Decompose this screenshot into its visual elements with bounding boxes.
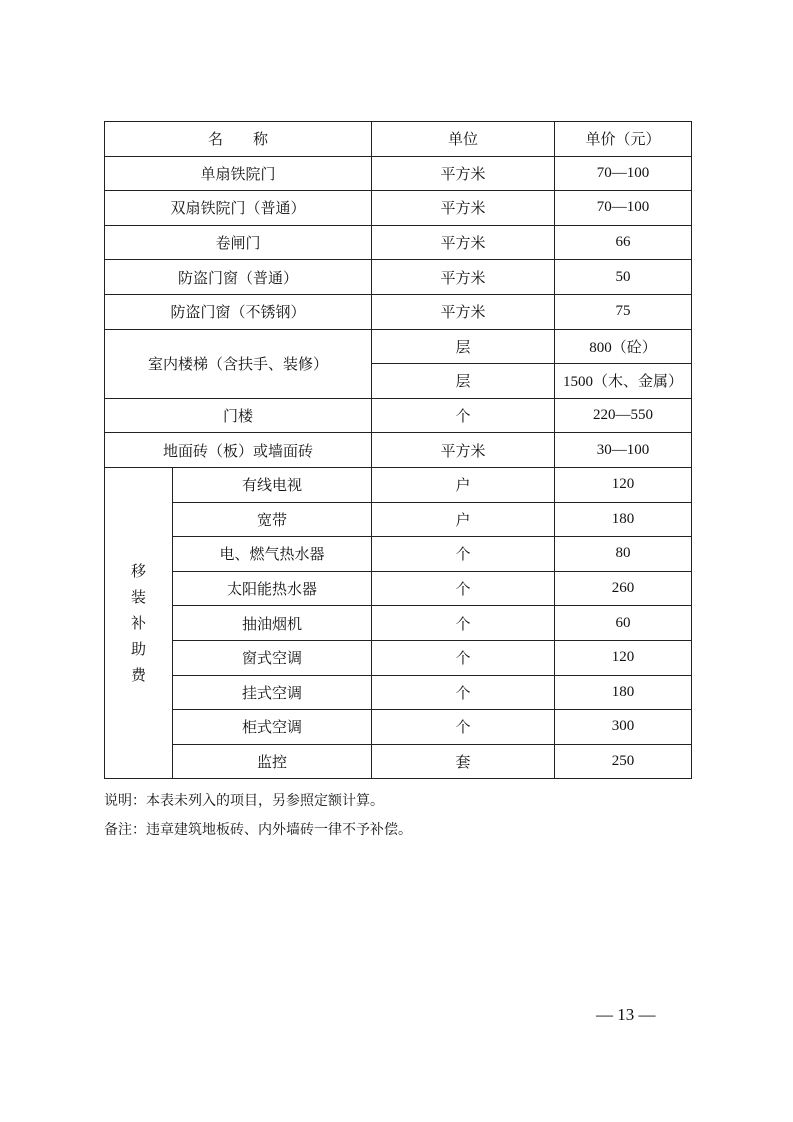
item-price: 250 — [555, 744, 692, 779]
item-price: 180 — [555, 675, 692, 710]
label-char: 助 — [130, 640, 146, 659]
label-char: 补 — [130, 614, 146, 633]
item-name: 防盗门窗（普通） — [105, 260, 372, 295]
stairs-price-concrete: 800（砼） — [555, 329, 692, 364]
item-name: 窗式空调 — [173, 640, 372, 675]
item-unit: 个 — [372, 640, 555, 675]
header-price: 单价（元） — [555, 122, 692, 157]
item-price: 70—100 — [555, 191, 692, 226]
table-row — [105, 294, 692, 329]
table-row — [105, 640, 692, 675]
label-char: 装 — [130, 588, 146, 607]
item-price: 260 — [555, 571, 692, 606]
item-price: 120 — [555, 640, 692, 675]
table-row — [105, 744, 692, 779]
item-unit: 户 — [372, 467, 555, 502]
stairs-price-wood-metal: 1500（木、金属） — [555, 364, 692, 399]
item-price: 220—550 — [555, 398, 692, 433]
item-unit: 平方米 — [372, 156, 555, 191]
item-unit: 个 — [372, 571, 555, 606]
item-name: 抽油烟机 — [173, 606, 372, 641]
table-row — [105, 537, 692, 572]
item-name: 有线电视 — [173, 467, 372, 502]
header-unit: 单位 — [372, 122, 555, 157]
stairs-unit-wood-metal: 层 — [372, 364, 555, 399]
item-unit: 平方米 — [372, 260, 555, 295]
item-unit: 平方米 — [372, 433, 555, 468]
item-price: 120 — [555, 467, 692, 502]
table-row — [105, 710, 692, 745]
item-unit: 个 — [372, 710, 555, 745]
item-unit: 个 — [372, 537, 555, 572]
stairs-name: 室内楼梯（含扶手、装修） — [105, 329, 372, 398]
item-name: 单扇铁院门 — [105, 156, 372, 191]
item-unit: 个 — [372, 675, 555, 710]
relocation-subsidy-label — [105, 467, 173, 778]
item-price: 80 — [555, 537, 692, 572]
table-row — [105, 433, 692, 468]
explanation-note: 说明：本表未列入的项目，另参照定额计算。 — [104, 793, 384, 809]
header-name: 名 称 — [105, 122, 372, 157]
item-price: 30—100 — [555, 433, 692, 468]
item-name: 地面砖（板）或墙面砖 — [105, 433, 372, 468]
item-price: 66 — [555, 225, 692, 260]
item-unit: 套 — [372, 744, 555, 779]
item-price: 60 — [555, 606, 692, 641]
table-row — [105, 191, 692, 226]
item-price: 50 — [555, 260, 692, 295]
item-name: 监控 — [173, 744, 372, 779]
label-char: 费 — [130, 666, 146, 685]
table-header-row — [105, 122, 692, 157]
table-row — [105, 675, 692, 710]
table-row — [105, 260, 692, 295]
item-name: 双扇铁院门（普通） — [105, 191, 372, 226]
item-unit: 平方米 — [372, 225, 555, 260]
table-row — [105, 467, 692, 502]
table-row — [105, 329, 692, 364]
page-number: — 13 — — [596, 1005, 656, 1024]
item-name: 门楼 — [105, 398, 372, 433]
item-price: 300 — [555, 710, 692, 745]
item-name: 卷闸门 — [105, 225, 372, 260]
table-row — [105, 606, 692, 641]
item-unit: 平方米 — [372, 294, 555, 329]
item-name: 宽带 — [173, 502, 372, 537]
item-unit: 个 — [372, 606, 555, 641]
table-row — [105, 571, 692, 606]
item-name: 挂式空调 — [173, 675, 372, 710]
remark-note: 备注：违章建筑地板砖、内外墙砖一律不予补偿。 — [104, 822, 412, 838]
item-price: 70—100 — [555, 156, 692, 191]
item-name: 防盗门窗（不锈钢） — [105, 294, 372, 329]
item-name: 柜式空调 — [173, 710, 372, 745]
item-price: 75 — [555, 294, 692, 329]
stairs-unit-concrete: 层 — [372, 329, 555, 364]
item-unit: 户 — [372, 502, 555, 537]
item-price: 180 — [555, 502, 692, 537]
item-unit: 平方米 — [372, 191, 555, 226]
label-char: 移 — [130, 562, 146, 581]
item-unit: 个 — [372, 398, 555, 433]
table-row — [105, 502, 692, 537]
table-row — [105, 156, 692, 191]
price-table — [104, 121, 692, 779]
table-row — [105, 398, 692, 433]
item-name: 太阳能热水器 — [173, 571, 372, 606]
item-name: 电、燃气热水器 — [173, 537, 372, 572]
table-row — [105, 225, 692, 260]
